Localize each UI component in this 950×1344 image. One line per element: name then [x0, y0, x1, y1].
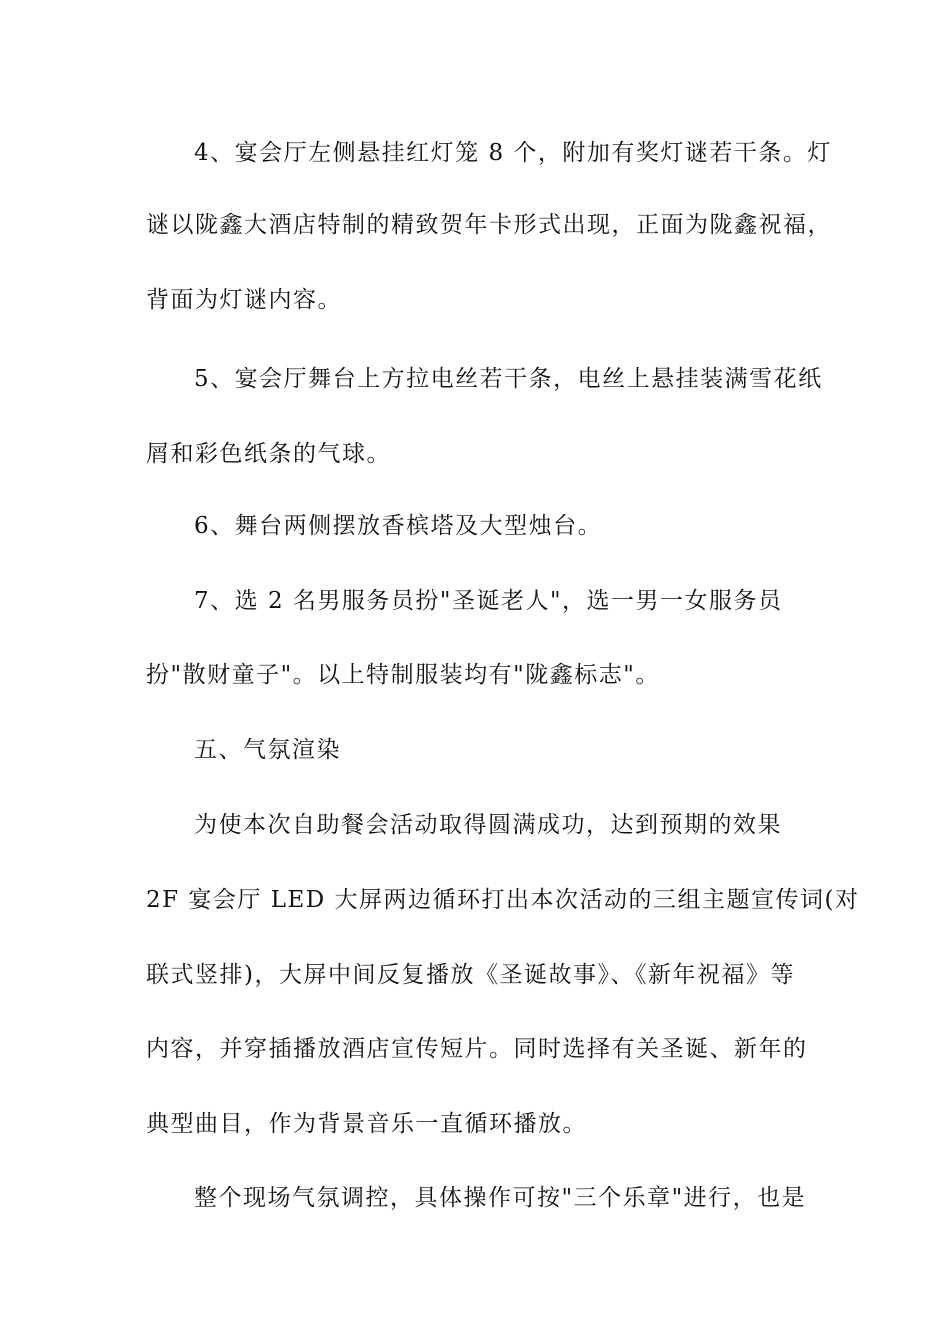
text-line: 扮"散财童子"。以上特制服装均有"陇鑫标志"。 [146, 662, 660, 688]
text-line: 6、舞台两侧摆放香槟塔及大型烛台。 [194, 513, 603, 539]
text-line: 为使本次自助餐会活动取得圆满成功，达到预期的效果 [194, 812, 782, 838]
text-line: 2F 宴会厅 LED 大屏两边循环打出本次活动的三组主题宣传词(对 [146, 887, 860, 913]
text-line: 4、宴会厅左侧悬挂红灯笼 8 个，附加有奖灯谜若干条。灯 [194, 140, 832, 166]
text-line: 屑和彩色纸条的气球。 [146, 441, 391, 467]
text-line: 内容，并穿插播放酒店宣传短片。同时选择有关圣诞、新年的 [146, 1036, 808, 1062]
text-line: 背面为灯谜内容。 [146, 287, 342, 313]
text-line: 联式竖排)，大屏中间反复播放《圣诞故事》、《新年祝福》等 [146, 962, 795, 988]
text-line: 5、宴会厅舞台上方拉电丝若干条，电丝上悬挂装满雪花纸 [194, 366, 823, 392]
text-line: 整个现场气氛调控，具体操作可按"三个乐章"进行，也是 [194, 1185, 807, 1211]
section-heading: 五、气氛渲染 [194, 737, 341, 763]
text-line: 谜以陇鑫大酒店特制的精致贺年卡形式出现，正面为陇鑫祝福， [146, 212, 832, 238]
text-line: 7、选 2 名男服务员扮"圣诞老人"，选一男一女服务员 [194, 588, 783, 614]
text-line: 典型曲目，作为背景音乐一直循环播放。 [146, 1111, 587, 1137]
